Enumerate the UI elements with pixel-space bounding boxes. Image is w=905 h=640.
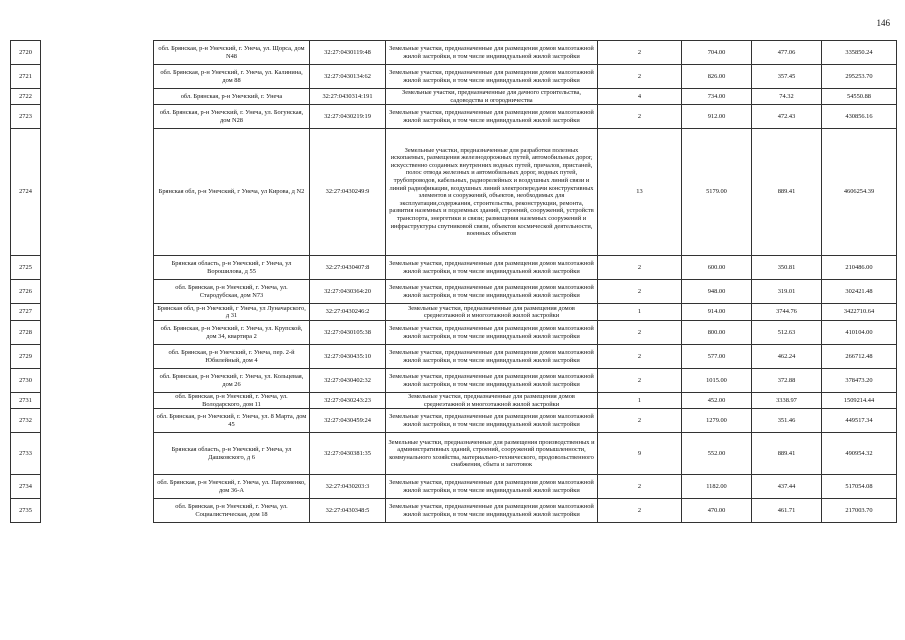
table-row [11,345,897,369]
address-cell: обл. Брянская, р-н Унечский, г. Унеча, ул. Кольцевая, дом 26 [154,369,310,393]
row-number-cell: 2730 [11,369,41,393]
spacer-cell [41,41,154,65]
group-code-cell: 2 [598,280,682,304]
area-cell: 452.00 [682,393,752,409]
group-code-cell: 2 [598,256,682,280]
specific-value-cell: 477.06 [752,41,822,65]
cadastral-number-cell: 32:27:0430203:3 [310,475,386,499]
cadastral-value-cell: 302421.48 [822,280,897,304]
land-use-cell: Земельные участки, предназначенные для размещения домов малоэтажной жилой застройки, в том числе индивидуальной жилой застройки [386,321,598,345]
area-cell: 704.00 [682,41,752,65]
address-cell: обл. Брянская, р-н Унечский, г. Унеча, ул. Пархоменко, дом 36-А [154,475,310,499]
cadastral-number-cell: 32:27:0430246:2 [310,304,386,321]
spacer-cell [41,89,154,105]
area-cell: 914.00 [682,304,752,321]
spacer-cell [41,433,154,475]
cadastral-value-cell: 4606254.39 [822,129,897,256]
table-row [11,304,897,321]
cadastral-number-cell: 32:27:0430119:48 [310,41,386,65]
specific-value-cell: 372.88 [752,369,822,393]
spacer-cell [41,129,154,256]
table-row [11,129,897,256]
row-number-cell: 2727 [11,304,41,321]
table-row [11,41,897,65]
specific-value-cell: 319.01 [752,280,822,304]
specific-value-cell: 74.32 [752,89,822,105]
cadastral-value-cell: 217003.70 [822,499,897,523]
row-number-cell: 2732 [11,409,41,433]
row-number-cell: 2731 [11,393,41,409]
address-cell: Брянская обл, р-н Унечский, г Унеча, ул Луначарского, д 31 [154,304,310,321]
group-code-cell: 2 [598,65,682,89]
address-cell: обл. Брянская, р-н Унечский, г. Унеча, ул. 8 Марта, дом 45 [154,409,310,433]
cadastral-value-table [10,40,897,523]
row-number-cell: 2729 [11,345,41,369]
specific-value-cell: 350.81 [752,256,822,280]
spacer-cell [41,393,154,409]
area-cell: 1182.00 [682,475,752,499]
area-cell: 948.00 [682,280,752,304]
cadastral-number-cell: 32:27:0430314:191 [310,89,386,105]
cadastral-value-cell: 430856.16 [822,105,897,129]
specific-value-cell: 512.63 [752,321,822,345]
cadastral-value-cell: 1509214.44 [822,393,897,409]
cadastral-number-cell: 32:27:0430435:10 [310,345,386,369]
group-code-cell: 2 [598,345,682,369]
row-number-cell: 2723 [11,105,41,129]
cadastral-number-cell: 32:27:0430105:38 [310,321,386,345]
land-use-cell: Земельные участки, предназначенные для разработки полезных ископаемых, размещения железнодорожных путей, автомобильных дорог, искусственно созданных внутренних водных путей, причалов, пристаней, полос отвода железных и автомобильных дорог, водных путей, трубопроводов, кабельных, радиорелейных и воздушных линий связи и линий радиофикации, воздушных линий электропередачи конструктивных элементов и сооружений, объектов, необходимых для эксплуатации,содержания, строительства, реконструкции, ремонта, развития наземных и подземных зданий, строений, сооружений, устройств транспорта, энергетики и связи; размещения наземных сооружений и инфраструктуры спутниковой связи, объектов космической деятельности, военных объектов [386,129,598,256]
cadastral-value-cell: 410104.00 [822,321,897,345]
land-use-cell: Земельные участки, предназначенные для размещения домов малоэтажной жилой застройки, в том числе индивидуальной жилой застройки [386,369,598,393]
area-cell: 826.00 [682,65,752,89]
row-number-cell: 2726 [11,280,41,304]
spacer-cell [41,409,154,433]
specific-value-cell: 3744.76 [752,304,822,321]
cadastral-value-cell: 54550.88 [822,89,897,105]
table-row [11,393,897,409]
cadastral-value-cell: 378473.20 [822,369,897,393]
spacer-cell [41,256,154,280]
land-use-cell: Земельные участки, предназначенные для размещения домов малоэтажной жилой застройки, в том числе индивидуальной жилой застройки [386,345,598,369]
land-use-cell: Земельные участки, предназначенные для размещения домов среднеэтажной и многоэтажной жилой застройки [386,393,598,409]
address-cell: обл. Брянская, р-н Унечский, г. Унеча, ул. Володарского, дом 11 [154,393,310,409]
cadastral-number-cell: 32:27:0430348:5 [310,499,386,523]
cadastral-number-cell: 32:27:0430407:8 [310,256,386,280]
area-cell: 5179.00 [682,129,752,256]
group-code-cell: 2 [598,475,682,499]
cadastral-number-cell: 32:27:0430402:32 [310,369,386,393]
specific-value-cell: 3338.97 [752,393,822,409]
area-cell: 470.00 [682,499,752,523]
row-number-cell: 2722 [11,89,41,105]
row-number-cell: 2733 [11,433,41,475]
area-cell: 600.00 [682,256,752,280]
area-cell: 552.00 [682,433,752,475]
address-cell: обл. Брянская, р-н Унечский, г. Унеча, ул. Щорса, дом N48 [154,41,310,65]
land-use-cell: Земельные участки, предназначенные для размещения домов малоэтажной жилой застройки, в том числе индивидуальной жилой застройки [386,256,598,280]
spacer-cell [41,369,154,393]
spacer-cell [41,65,154,89]
table-body [11,41,897,523]
group-code-cell: 2 [598,321,682,345]
specific-value-cell: 357.45 [752,65,822,89]
spacer-cell [41,105,154,129]
address-cell: Брянская область, р-н Унечский, г Унеча, ул Дашковского, д 6 [154,433,310,475]
row-number-cell: 2735 [11,499,41,523]
area-cell: 734.00 [682,89,752,105]
table-row [11,105,897,129]
group-code-cell: 2 [598,499,682,523]
group-code-cell: 2 [598,105,682,129]
land-use-cell: Земельные участки, предназначенные для размещения домов малоэтажной жилой застройки, в том числе индивидуальной жилой застройки [386,409,598,433]
cadastral-value-cell: 3422710.64 [822,304,897,321]
row-number-cell: 2724 [11,129,41,256]
group-code-cell: 1 [598,304,682,321]
spacer-cell [41,345,154,369]
land-use-cell: Земельные участки, предназначенные для размещения производственных и административных зданий, строений, сооружений промышленности, коммунального хозяйства, материально-технического, продовольственного снабжения, сбыта и заготовок [386,433,598,475]
area-cell: 1015.00 [682,369,752,393]
row-number-cell: 2725 [11,256,41,280]
table-row [11,499,897,523]
cadastral-value-cell: 335850.24 [822,41,897,65]
table-row [11,321,897,345]
specific-value-cell: 351.46 [752,409,822,433]
table-row [11,256,897,280]
group-code-cell: 13 [598,129,682,256]
land-use-cell: Земельные участки, предназначенные для размещения домов малоэтажной жилой застройки, в том числе индивидуальной жилой застройки [386,475,598,499]
spacer-cell [41,475,154,499]
cadastral-value-cell: 266712.48 [822,345,897,369]
land-use-cell: Земельные участки, предназначенные для размещения домов малоэтажной жилой застройки, в том числе индивидуальной жилой застройки [386,499,598,523]
cadastral-number-cell: 32:27:0430381:35 [310,433,386,475]
row-number-cell: 2734 [11,475,41,499]
spacer-cell [41,280,154,304]
address-cell: обл. Брянская, р-н Унечский, г. Унеча, ул. Крупской, дом 34, квартира 2 [154,321,310,345]
cadastral-number-cell: 32:27:0430134:62 [310,65,386,89]
land-use-cell: Земельные участки, предназначенные для размещения домов малоэтажной жилой застройки, в том числе индивидуальной жилой застройки [386,280,598,304]
specific-value-cell: 889.41 [752,129,822,256]
specific-value-cell: 462.24 [752,345,822,369]
table-row [11,280,897,304]
cadastral-value-cell: 449517.34 [822,409,897,433]
group-code-cell: 2 [598,409,682,433]
cadastral-number-cell: 32:27:0430243:23 [310,393,386,409]
spacer-cell [41,304,154,321]
land-use-cell: Земельные участки, предназначенные для дачного строительства, садоводства и огородничества [386,89,598,105]
cadastral-value-cell: 210486.00 [822,256,897,280]
group-code-cell: 1 [598,393,682,409]
address-cell: Брянская обл, р-н Унечский, г Унеча, ул Кирова, д N2 [154,129,310,256]
address-cell: Брянская область, р-н Унечский, г Унеча, ул Ворошилова, д 55 [154,256,310,280]
table-row [11,65,897,89]
spacer-cell [41,321,154,345]
cadastral-number-cell: 32:27:0430364:20 [310,280,386,304]
row-number-cell: 2728 [11,321,41,345]
cadastral-value-cell: 490954.32 [822,433,897,475]
address-cell: обл. Брянская, р-н Унечский, г. Унеча, пер. 2-й Юбилейный, дом 4 [154,345,310,369]
row-number-cell: 2721 [11,65,41,89]
table-row [11,433,897,475]
cadastral-number-cell: 32:27:0430459:24 [310,409,386,433]
area-cell: 1279.00 [682,409,752,433]
land-use-cell: Земельные участки, предназначенные для размещения домов малоэтажной жилой застройки, в том числе индивидуальной жилой застройки [386,65,598,89]
address-cell: обл. Брянская, р-н Унечский, г. Унеча [154,89,310,105]
table-row [11,369,897,393]
address-cell: обл. Брянская, р-н Унечский, г. Унеча, ул. Калинина, дом 88 [154,65,310,89]
table-row [11,475,897,499]
cadastral-number-cell: 32:27:0430219:19 [310,105,386,129]
specific-value-cell: 472.43 [752,105,822,129]
land-use-cell: Земельные участки, предназначенные для размещения домов среднеэтажной и многоэтажной жилой застройки [386,304,598,321]
specific-value-cell: 437.44 [752,475,822,499]
area-cell: 577.00 [682,345,752,369]
area-cell: 800.00 [682,321,752,345]
cadastral-value-cell: 295253.70 [822,65,897,89]
row-number-cell: 2720 [11,41,41,65]
address-cell: обл. Брянская, р-н Унечский, г. Унеча, ул. Стародубская, дом N73 [154,280,310,304]
cadastral-number-cell: 32:27:0430249:9 [310,129,386,256]
address-cell: обл. Брянская, р-н Унечский, г. Унеча, ул. Социалистическая, дом 18 [154,499,310,523]
page-number: 146 [876,18,890,28]
address-cell: обл. Брянская, р-н Унечский, г. Унеча, ул. Богунская, дом N28 [154,105,310,129]
group-code-cell: 2 [598,41,682,65]
specific-value-cell: 461.71 [752,499,822,523]
land-use-cell: Земельные участки, предназначенные для размещения домов малоэтажной жилой застройки, в том числе индивидуальной жилой застройки [386,105,598,129]
spacer-cell [41,499,154,523]
table-row [11,89,897,105]
specific-value-cell: 889.41 [752,433,822,475]
table-row [11,409,897,433]
area-cell: 912.00 [682,105,752,129]
group-code-cell: 4 [598,89,682,105]
group-code-cell: 2 [598,369,682,393]
cadastral-value-cell: 517054.08 [822,475,897,499]
group-code-cell: 9 [598,433,682,475]
land-use-cell: Земельные участки, предназначенные для размещения домов малоэтажной жилой застройки, в том числе индивидуальной жилой застройки [386,41,598,65]
